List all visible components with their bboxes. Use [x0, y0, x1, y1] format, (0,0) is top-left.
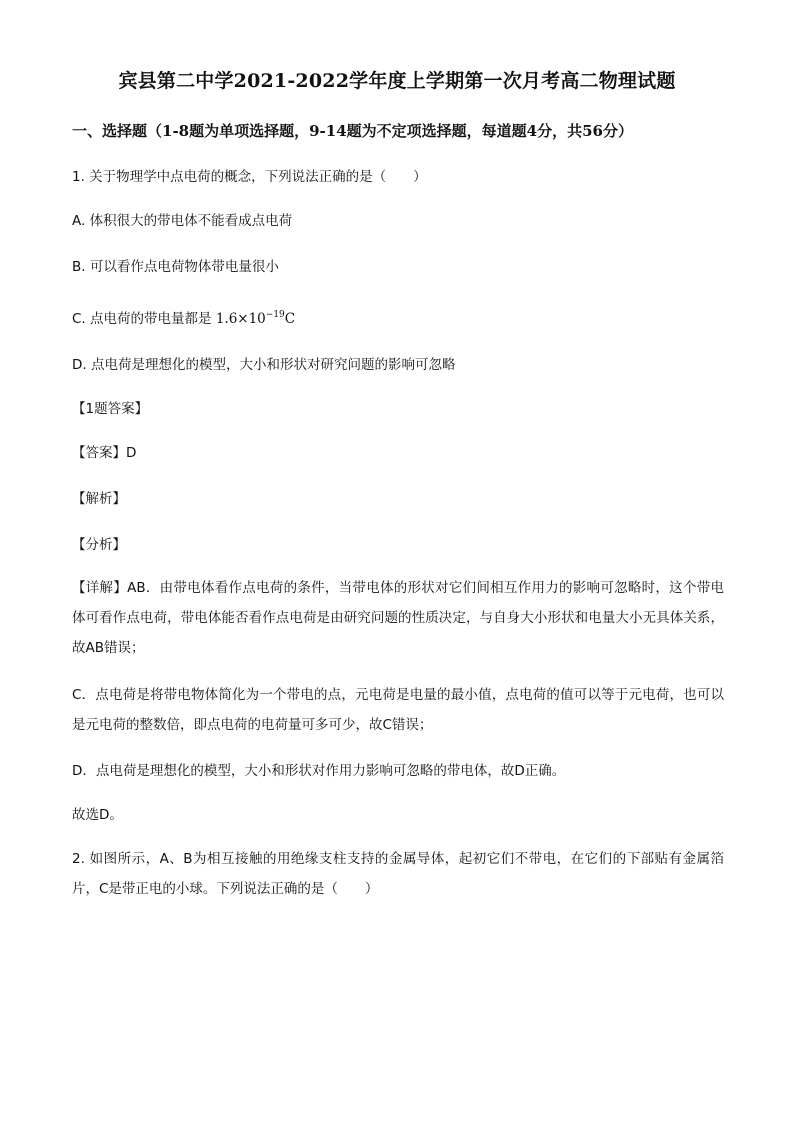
question-2-stem: 2. 如图所示，A、B为相互接触的用绝缘支柱支持的金属导体，起初它们不带电，在它们的下部贴有金属箔片，C是带正电的小球。下列说法正确的是（ ）	[72, 851, 724, 897]
option-c-text: C. 点电荷的带电量都是	[72, 311, 212, 327]
question-1-answer-tag: 【1题答案】	[72, 401, 149, 417]
question-1-answer	[72, 444, 136, 462]
question-1-detail-d: D．点电荷是理想化的模型，大小和形状对作用力影响可忽略的带电体，故D正确。	[72, 763, 566, 779]
answer-value: D	[126, 445, 137, 461]
option-c-unit: C	[284, 311, 296, 327]
option-c-mantissa: 1.6×10	[215, 311, 266, 327]
option-c-exponent: −19	[265, 310, 285, 320]
question-1-analysis-label: 【解析】	[72, 491, 126, 507]
question-1-fenxi-label: 【分析】	[72, 537, 126, 553]
question-1-detail-c: C．点电荷是将带电物体简化为一个带电的点，元电荷是电量的最小值，点电荷的值可以等于元电荷，也可以是元电荷的整数倍，即点电荷的电荷量可多可少，故C错误；	[72, 687, 724, 733]
question-1-option-c	[72, 306, 295, 328]
question-1-detail-ab: 【详解】AB．由带电体看作点电荷的条件，当带电体的形状对它们间相互作用力的影响可忽略时，这个带电体可看作点电荷，带电体能否看作点电荷是由研究问题的性质决定，与自身大小形状和电量大小无具体关系，故AB错误；	[72, 580, 724, 656]
question-1-option-b: B. 可以看作点电荷物体带电量很小	[72, 259, 279, 275]
question-1-option-a: A. 体积很大的带电体不能看成点电荷	[72, 213, 293, 229]
answer-label: 【答案】	[72, 445, 126, 461]
question-1-option-d: D. 点电荷是理想化的模型，大小和形状对研究问题的影响可忽略	[72, 357, 456, 373]
question-1-stem: 1. 关于物理学中点电荷的概念，下列说法正确的是（ ）	[72, 169, 427, 185]
section-heading: 一、选择题（1-8题为单项选择题，9-14题为不定项选择题，每道题4分，共56分）	[72, 122, 633, 140]
question-1-conclusion: 故选D。	[72, 807, 123, 823]
page-title: 宾县第二中学2021-2022学年度上学期第一次月考高二物理试题	[118, 70, 676, 92]
